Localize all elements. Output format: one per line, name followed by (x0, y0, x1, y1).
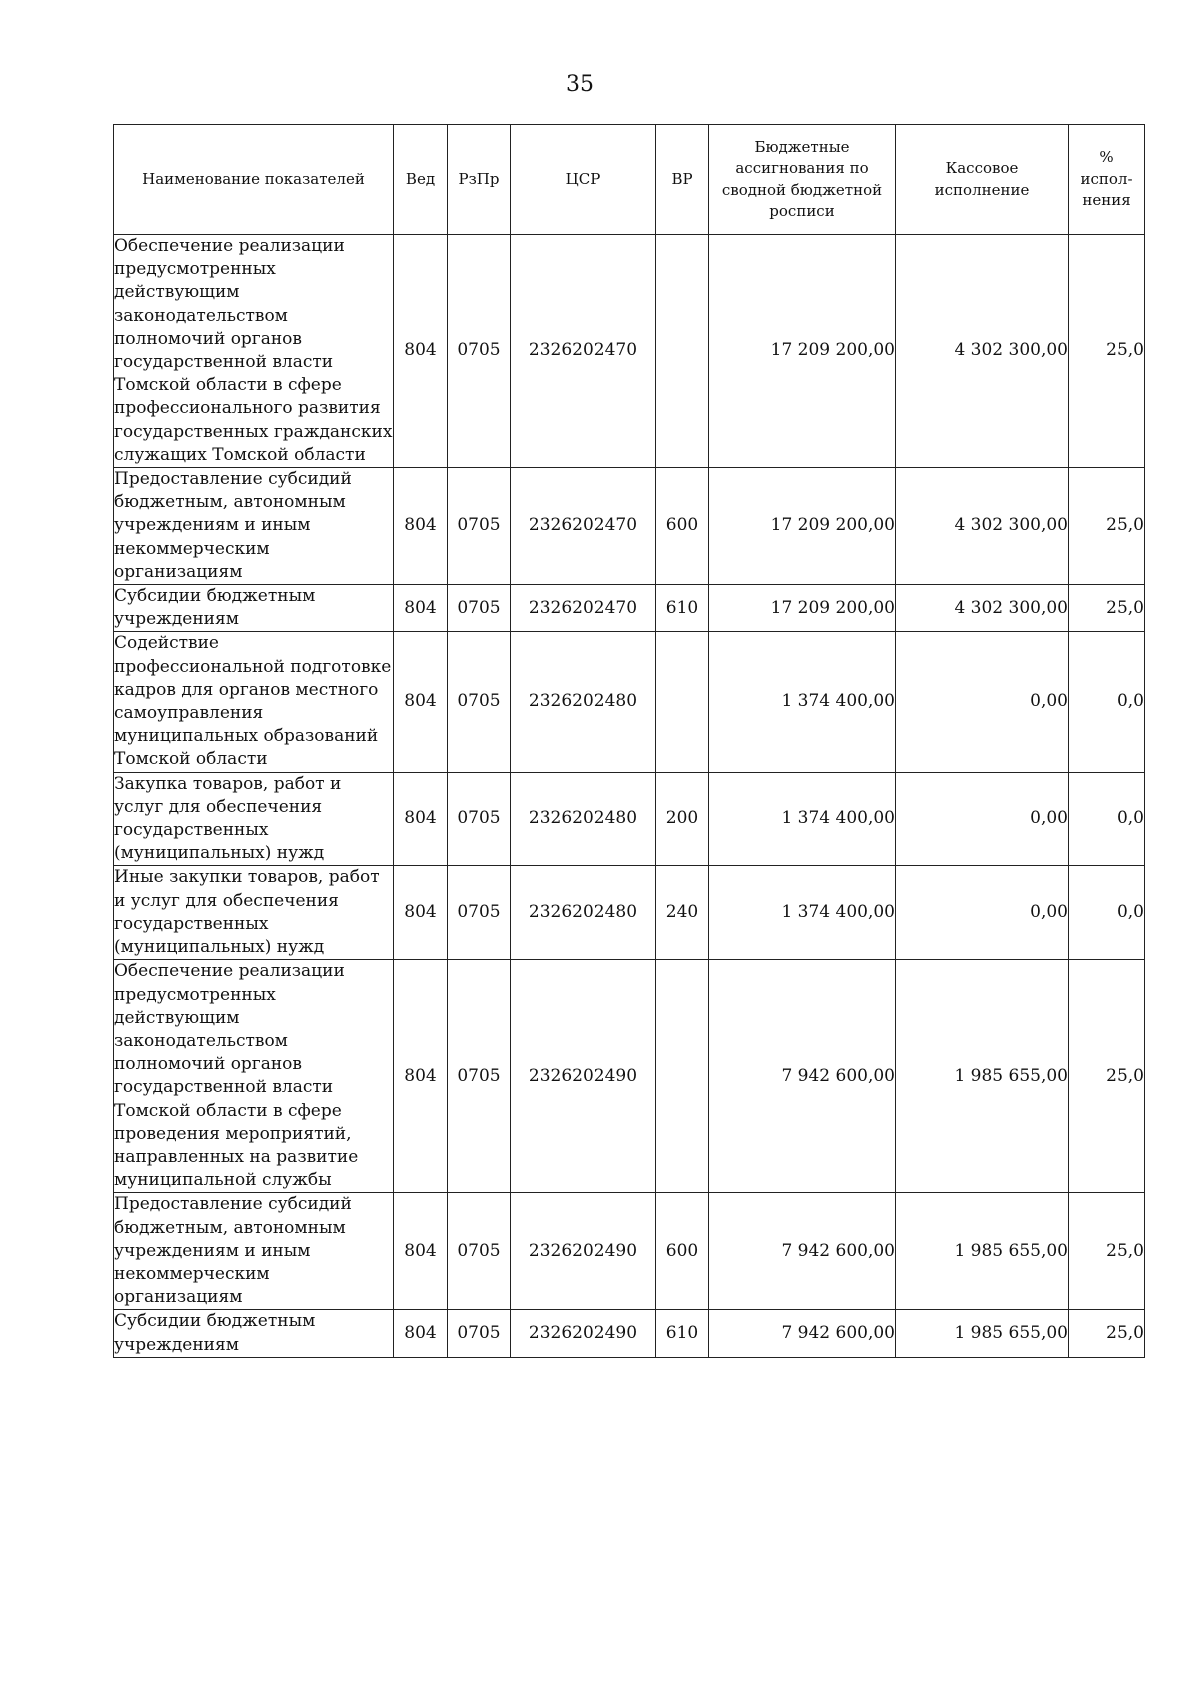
row-name: Иные закупки товаров, работ и услуг для обеспечения государственных (муниципальных) нужд (114, 866, 394, 960)
row-rzpr: 0705 (448, 235, 511, 468)
row-percent: 25,0 (1069, 1193, 1145, 1310)
row-executed: 4 302 300,00 (896, 468, 1069, 585)
row-csr: 2326202490 (511, 1193, 656, 1310)
row-assigned: 17 209 200,00 (709, 235, 896, 468)
row-csr: 2326202470 (511, 235, 656, 468)
table-row (114, 1310, 1145, 1357)
table-row (114, 632, 1145, 772)
row-name: Предоставление субсидий бюджетным, автономным учреждениям и иным некоммерческим организациям (114, 1193, 394, 1310)
page-number: 35 (566, 72, 594, 97)
row-vr: 610 (656, 585, 709, 632)
row-csr: 2326202470 (511, 585, 656, 632)
row-name: Содействие профессиональной подготовке кадров для органов местного самоуправления муниципальных образований Томской области (114, 632, 394, 772)
row-name: Обеспечение реализации предусмотренных действующим законодательством полномочий органов государственной власти Томской области в сфере профессионального развития государственных гражданских служащих Томской области (114, 235, 394, 468)
row-ved: 804 (394, 866, 448, 960)
table-row (114, 468, 1145, 585)
column-header-executed: Кассовое исполнение (896, 125, 1069, 235)
table-row (114, 585, 1145, 632)
row-assigned: 7 942 600,00 (709, 1310, 896, 1357)
row-rzpr: 0705 (448, 772, 511, 866)
row-percent: 25,0 (1069, 585, 1145, 632)
row-executed: 1 985 655,00 (896, 1310, 1069, 1357)
row-rzpr: 0705 (448, 1310, 511, 1357)
row-percent: 25,0 (1069, 235, 1145, 468)
column-header-csr: ЦСР (511, 125, 656, 235)
table-row (114, 960, 1145, 1193)
row-vr (656, 960, 709, 1193)
row-vr: 200 (656, 772, 709, 866)
row-rzpr: 0705 (448, 468, 511, 585)
row-rzpr: 0705 (448, 960, 511, 1193)
row-assigned: 1 374 400,00 (709, 772, 896, 866)
row-assigned: 7 942 600,00 (709, 1193, 896, 1310)
row-ved: 804 (394, 772, 448, 866)
row-ved: 804 (394, 585, 448, 632)
row-name: Предоставление субсидий бюджетным, автономным учреждениям и иным некоммерческим организациям (114, 468, 394, 585)
row-ved: 804 (394, 235, 448, 468)
table-row (114, 235, 1145, 468)
row-assigned: 7 942 600,00 (709, 960, 896, 1193)
row-vr: 600 (656, 1193, 709, 1310)
column-header-assigned: Бюджетные ассигнования по сводной бюджетной росписи (709, 125, 896, 235)
row-percent: 25,0 (1069, 468, 1145, 585)
row-csr: 2326202470 (511, 468, 656, 585)
row-executed: 0,00 (896, 632, 1069, 772)
row-executed: 0,00 (896, 866, 1069, 960)
row-csr: 2326202480 (511, 632, 656, 772)
row-assigned: 1 374 400,00 (709, 866, 896, 960)
row-executed: 1 985 655,00 (896, 1193, 1069, 1310)
column-header-rzpr: РзПр (448, 125, 511, 235)
table-row (114, 1193, 1145, 1310)
row-executed: 1 985 655,00 (896, 960, 1069, 1193)
row-csr: 2326202480 (511, 866, 656, 960)
column-header-percent: % испол-нения (1069, 125, 1145, 235)
row-vr: 600 (656, 468, 709, 585)
row-percent: 0,0 (1069, 866, 1145, 960)
row-vr: 610 (656, 1310, 709, 1357)
row-csr: 2326202490 (511, 1310, 656, 1357)
row-vr: 240 (656, 866, 709, 960)
row-rzpr: 0705 (448, 1193, 511, 1310)
row-name: Субсидии бюджетным учреждениям (114, 1310, 394, 1357)
row-rzpr: 0705 (448, 632, 511, 772)
row-assigned: 1 374 400,00 (709, 632, 896, 772)
column-header-vr: ВР (656, 125, 709, 235)
row-assigned: 17 209 200,00 (709, 585, 896, 632)
row-vr (656, 235, 709, 468)
row-percent: 0,0 (1069, 632, 1145, 772)
table-header-row (114, 125, 1145, 235)
budget-execution-table (113, 124, 1145, 1358)
column-header-ved: Вед (394, 125, 448, 235)
row-name: Субсидии бюджетным учреждениям (114, 585, 394, 632)
row-vr (656, 632, 709, 772)
row-ved: 804 (394, 1310, 448, 1357)
table-row (114, 772, 1145, 866)
row-csr: 2326202480 (511, 772, 656, 866)
row-percent: 25,0 (1069, 1310, 1145, 1357)
row-assigned: 17 209 200,00 (709, 468, 896, 585)
row-name: Закупка товаров, работ и услуг для обеспечения государственных (муниципальных) нужд (114, 772, 394, 866)
row-ved: 804 (394, 1193, 448, 1310)
row-executed: 4 302 300,00 (896, 585, 1069, 632)
row-name: Обеспечение реализации предусмотренных действующим законодательством полномочий органов государственной власти Томской области в сфере проведения мероприятий, направленных на развитие муниципальной службы (114, 960, 394, 1193)
table-row (114, 866, 1145, 960)
column-header-name: Наименование показателей (114, 125, 394, 235)
row-rzpr: 0705 (448, 585, 511, 632)
row-ved: 804 (394, 960, 448, 1193)
row-executed: 4 302 300,00 (896, 235, 1069, 468)
row-executed: 0,00 (896, 772, 1069, 866)
row-rzpr: 0705 (448, 866, 511, 960)
row-ved: 804 (394, 632, 448, 772)
row-ved: 804 (394, 468, 448, 585)
row-percent: 0,0 (1069, 772, 1145, 866)
row-percent: 25,0 (1069, 960, 1145, 1193)
row-csr: 2326202490 (511, 960, 656, 1193)
